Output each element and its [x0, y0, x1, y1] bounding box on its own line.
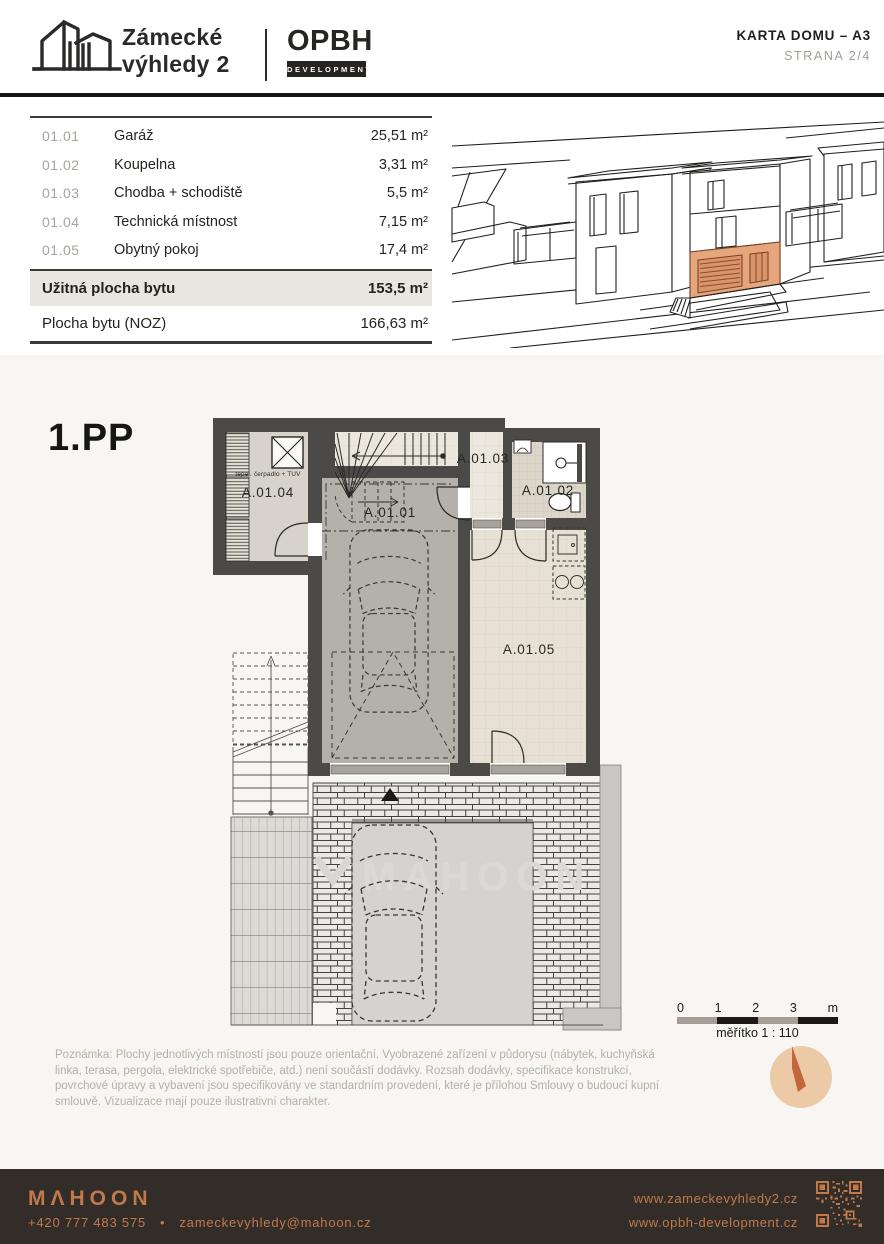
room-code: 01.01: [42, 128, 80, 145]
developer-name: OPBH: [287, 25, 373, 57]
table-bottom-border: [30, 341, 432, 344]
room-name: Chodba + schodiště: [114, 185, 243, 202]
floor-plan: [0, 355, 884, 1169]
brand-name-line2: výhledy 2: [122, 51, 230, 78]
room-garage-floor: [322, 478, 458, 763]
phone-number: +420 777 483 575: [28, 1215, 146, 1230]
website-link-2: www.opbh-development.cz: [628, 1215, 798, 1230]
disclaimer-note: Poznámka: Plochy jednotlivých místností jsou pouze orientační. Vyobrazené zařízení v půdorysu (nábytek, kuchyňská linka, terasa, pergola, elektrické spotřebiče, atd.) není součástí dodávky. Rozsah dodávky, specifikace konstrukcí, povrchové úpravy a vybavení jsou specifikovány ve standardním provedení, které je přílohou Smlouvy o budoucí kupní smlouvě. Vizualizace mají pouze ilustrativní charakter.: [55, 1049, 660, 1108]
sink: [514, 440, 531, 453]
summary-label: Užitná plocha bytu: [42, 279, 176, 297]
exterior-edge-foot: [563, 1008, 621, 1030]
room-code: 01.02: [42, 156, 80, 173]
summary-area: 166,63 m²: [360, 314, 428, 332]
room-name: Technická místnost: [114, 213, 238, 230]
room-label-living: A.01.05: [502, 642, 556, 657]
table-row: [30, 179, 432, 208]
room-label-technical: A.01.04: [241, 485, 295, 500]
footer-contact: [28, 1215, 371, 1230]
room-label-garage: A.01.01: [363, 505, 417, 520]
room-name: Koupelna: [114, 156, 176, 173]
footer-left: [28, 1187, 371, 1230]
driveway: [352, 823, 533, 1025]
scale-tick: 2: [752, 1001, 760, 1015]
room-area: 5,5 m²: [386, 185, 428, 202]
scale-ticks: [677, 1001, 838, 1015]
paving-notch: [313, 1003, 336, 1025]
room-area: 25,51 m²: [370, 128, 428, 145]
scale-bar-segments: [677, 1017, 838, 1024]
scale-tick: 0: [677, 1001, 684, 1015]
areas-table: [30, 116, 432, 344]
room-name: Garáž: [114, 128, 154, 145]
scale-tick: 3: [789, 1001, 797, 1015]
floor-title: 1.PP: [48, 417, 135, 459]
room-code: 01.03: [42, 185, 80, 202]
summary-row-usable-area: [30, 271, 432, 306]
watermark-text: MAHOON: [362, 855, 593, 899]
terrace-decking: [231, 817, 312, 1025]
page-indicator: STRANA 2/4: [784, 49, 871, 63]
scale-bar: [677, 1001, 838, 1040]
card-title: KARTA DOMU – A3: [736, 28, 871, 43]
qr-code: [816, 1181, 862, 1227]
scale-tick: m: [827, 1001, 838, 1015]
developer-subtitle: DEVELOPMENT: [287, 61, 366, 77]
room-area: 17,4 m²: [378, 242, 428, 259]
scale-tick: 1: [714, 1001, 722, 1015]
brand-name: [122, 24, 230, 78]
room-area: 3,31 m²: [378, 156, 428, 173]
room-code: 01.04: [42, 213, 80, 230]
room-code: 01.05: [42, 242, 80, 259]
developer-logo: [287, 27, 373, 77]
header-right: [736, 28, 871, 63]
room-area: 7,15 m²: [378, 213, 428, 230]
compass-icon: [768, 1044, 834, 1110]
table-row: [30, 151, 432, 180]
exterior-edge-strip: [600, 765, 621, 1030]
website-link-1: www.zameckevyhledy2.cz: [633, 1191, 798, 1206]
header: [0, 0, 884, 93]
table-row: [30, 236, 432, 265]
footer-websites: [629, 1191, 798, 1230]
footer: [0, 1169, 884, 1244]
brand-name-line1: Zámecké: [122, 24, 223, 50]
summary-label: Plocha bytu (NOZ): [42, 314, 167, 332]
room-name: Obytný pokoj: [114, 242, 199, 259]
summary-row-noz-area: [30, 306, 432, 341]
room-label-bathroom: A.01.02: [521, 483, 575, 498]
email-address: zameckevyhledy@mahoon.cz: [179, 1215, 372, 1230]
room-label-stairs: A.01.03: [456, 451, 510, 466]
header-rule: [0, 93, 884, 97]
table-row: [30, 208, 432, 237]
bullet-separator: •: [160, 1215, 166, 1230]
brand-buildings-icon: [32, 16, 122, 76]
table-row: [30, 122, 432, 151]
terrace-door-sill: [491, 765, 565, 774]
mahoon-logo: MΛHOON: [28, 1187, 153, 1210]
heat-pump-icon: [272, 437, 303, 468]
site-3d-overview: [450, 112, 884, 348]
header-divider: [265, 29, 267, 81]
summary-area: 153,5 m²: [367, 279, 428, 297]
scale-label: měřítko 1 : 110: [716, 1026, 799, 1040]
equipment-label: tepel. čerpadlo + TUV: [235, 471, 301, 478]
garage-door: [331, 765, 449, 774]
